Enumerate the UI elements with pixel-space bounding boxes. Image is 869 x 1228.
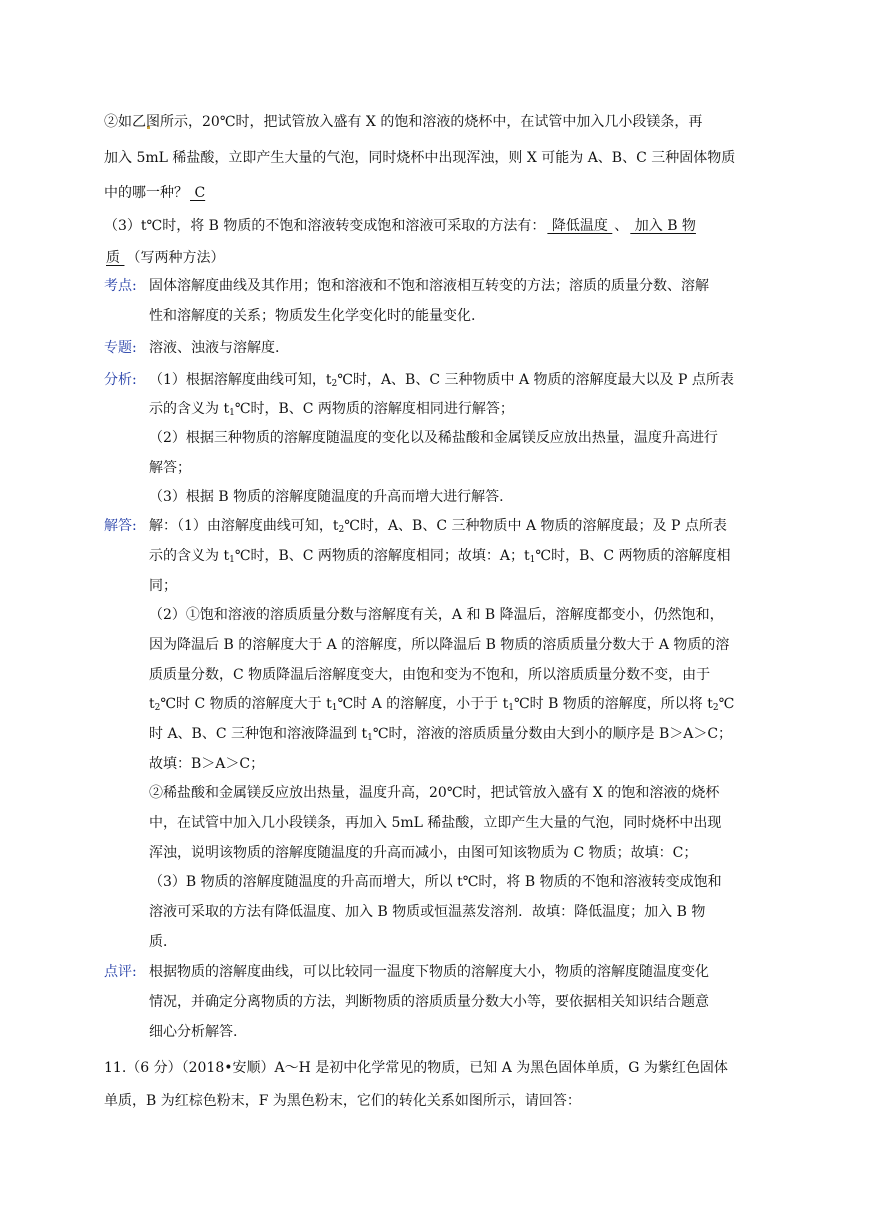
q2-line-3 [104, 183, 207, 203]
text-run: t [149, 696, 155, 712]
q2-line-2: 加入 5mL 稀盐酸，立即产生大量的气泡，同时烧杯中出现浑浊，则 X 可能为 A、B、C 三种固体物质 [104, 150, 736, 166]
text-run: ℃ [718, 696, 735, 712]
dianping-line-2: 情况，并确定分离物质的方法，判断物质的溶质质量分数大小等，要依据相关知识结合题意 [149, 994, 709, 1010]
q3-separator: 、 [614, 218, 629, 234]
subscript: 1 [229, 555, 235, 565]
jieda-line-12: 浑浊，说明该物质的溶解度随温度的升高而减小，由图可知该物质为 C 物质；故填：C； [149, 845, 698, 861]
q11-line-2: 单质，B 为红棕色粉末，F 为黑色粉末，它们的转化关系如图所示，请回答： [104, 1093, 581, 1109]
text-run: ℃时，B、C 两物质的溶解度相同进行解答； [234, 401, 514, 417]
jieda-line-4: （2）①饱和溶液的溶质质量分数与溶解度有关，A 和 B 降温后，溶解度都变小，仍然饱和， [149, 607, 724, 623]
q2-line-1: ②如乙图所示，20℃时，把试管放入盛有 X 的饱和溶液的烧杯中，在试管中加入几小段镁条，再 [104, 114, 703, 130]
text-run: （1）根据溶解度曲线可知，t [149, 372, 332, 388]
q11-line-1: 11.（6 分）（2018•安顺）A～H 是初中化学常见的物质，已知 A 为黑色固体单质，G 为紫红色固体 [104, 1060, 728, 1076]
jieda-line-8 [149, 724, 732, 748]
subscript: 2 [712, 703, 719, 713]
fenxi-label: 分析: [104, 372, 137, 388]
dianping-line-3: 细心分析解答. [149, 1024, 238, 1040]
subscript: 2 [331, 379, 338, 389]
text-run: ℃时，B、C 两物质的溶解度相 [535, 548, 731, 564]
q3-answer-2: 加入 B 物 [630, 218, 696, 234]
jieda-line-9: 故填：B＞A＞C； [149, 756, 265, 772]
text-run: 时 A、B、C 三种饱和溶液降温到 t [149, 726, 368, 742]
jieda-line-11: 中，在试管中加入几小段镁条，再加入 5mL 稀盐酸，立即产生大量的气泡，同时烧杯中出现 [149, 815, 722, 831]
subscript: 2 [154, 703, 161, 713]
jieda-line-7 [149, 694, 734, 718]
subscript: 1 [331, 703, 338, 713]
q2-answer: C [190, 185, 206, 201]
fenxi-line-2 [149, 399, 514, 423]
fenxi-line-4: 解答； [149, 460, 191, 476]
q2-question-text: 中的哪一种？ [104, 185, 188, 201]
jieda-line-6: 质质量分数，C 物质降温后溶解度变大，由饱和变为不饱和，所以溶质质量分数不变，由于 [149, 667, 711, 683]
kaodian-line-2: 性和溶解度的关系；物质发生化学变化时的能量变化. [149, 308, 476, 324]
text-run: 示的含义为 t [149, 401, 230, 417]
jieda-line-1 [149, 516, 727, 540]
jieda-line-2 [149, 546, 731, 570]
zhuanti-text: 溶液、浊液与溶解度. [149, 340, 280, 356]
dianping-line-1: 根据物质的溶解度曲线，可以比较同一温度下物质的溶解度大小，物质的溶解度随温度变化 [149, 964, 709, 980]
text-run: ℃时 C 物质的溶解度大于 t [160, 696, 332, 712]
fenxi-line-1 [149, 370, 734, 394]
text-run: ℃时，B、C 两物质的溶解度相同；故填：A；t [234, 548, 530, 564]
subscript: 1 [229, 408, 235, 418]
subscript: 2 [338, 525, 345, 535]
subscript: 1 [508, 703, 514, 713]
dianping-label: 点评: [104, 964, 137, 980]
q3-line-1 [104, 216, 698, 236]
text-run: ℃时 B 物质的溶解度，所以将 t [513, 696, 713, 712]
jieda-label: 解答: [104, 518, 137, 534]
fenxi-line-5: （3）根据 B 物质的溶解度随温度的升高而增大进行解答. [149, 489, 504, 505]
jieda-line-15: 质． [149, 934, 177, 950]
zhuanti-label: 专题: [104, 340, 137, 356]
q3-note: （写两种方法） [126, 250, 225, 266]
text-run: 示的含义为 t [149, 548, 230, 564]
jieda-line-5: 因为降温后 B 的溶解度大于 A 的溶解度，所以降温后 B 物质的溶质质量分数大于 A 物质的溶 [149, 637, 730, 653]
subscript: 1 [367, 733, 373, 743]
jieda-line-14: 溶液可采取的方法有降低温度、加入 B 物质或恒温蒸发溶剂．故填：降低温度；加入 B 物 [149, 904, 706, 920]
jieda-line-3: 同； [149, 578, 177, 594]
text-run: 解：（1）由溶解度曲线可知，t [149, 518, 339, 534]
subscript: 1 [529, 555, 536, 565]
text-run: ℃时，溶液的溶质质量分数由大到小的顺序是 B＞A＞C； [372, 726, 733, 742]
text-run: ℃时，A、B、C 三种物质中 A 物质的溶解度最；及 P 点所表 [344, 518, 727, 534]
jieda-line-13: （3）B 物质的溶解度随温度的升高而增大，所以 t℃时，将 B 物质的不饱和溶液转变成饱和 [149, 874, 722, 890]
kaodian-label: 考点: [104, 278, 137, 294]
q3-answer-2-cont: 质 [106, 250, 125, 266]
text-run: ℃时 A 的溶解度，小于于 t [337, 696, 509, 712]
text-run: ℃时，A、B、C 三种物质中 A 物质的溶解度最大以及 P 点所表 [337, 372, 734, 388]
q3-line-2 [104, 248, 224, 268]
q3-text: （3）t℃时，将 B 物质的不饱和溶液转变成饱和溶液可采取的方法有： [104, 218, 546, 234]
kaodian-line-1: 固体溶解度曲线及其作用；饱和溶液和不饱和溶液相互转变的方法；溶质的质量分数、溶解 [149, 278, 709, 294]
jieda-line-10: ②稀盐酸和金属镁反应放出热量，温度升高，20℃时，把试管放入盛有 X 的饱和溶液的烧杯 [149, 785, 720, 801]
fenxi-line-3: （2）根据三种物质的溶解度随温度的变化以及稀盐酸和金属镁反应放出热量，温度升高进行 [149, 430, 718, 446]
q3-answer-1: 降低温度 [547, 218, 613, 234]
